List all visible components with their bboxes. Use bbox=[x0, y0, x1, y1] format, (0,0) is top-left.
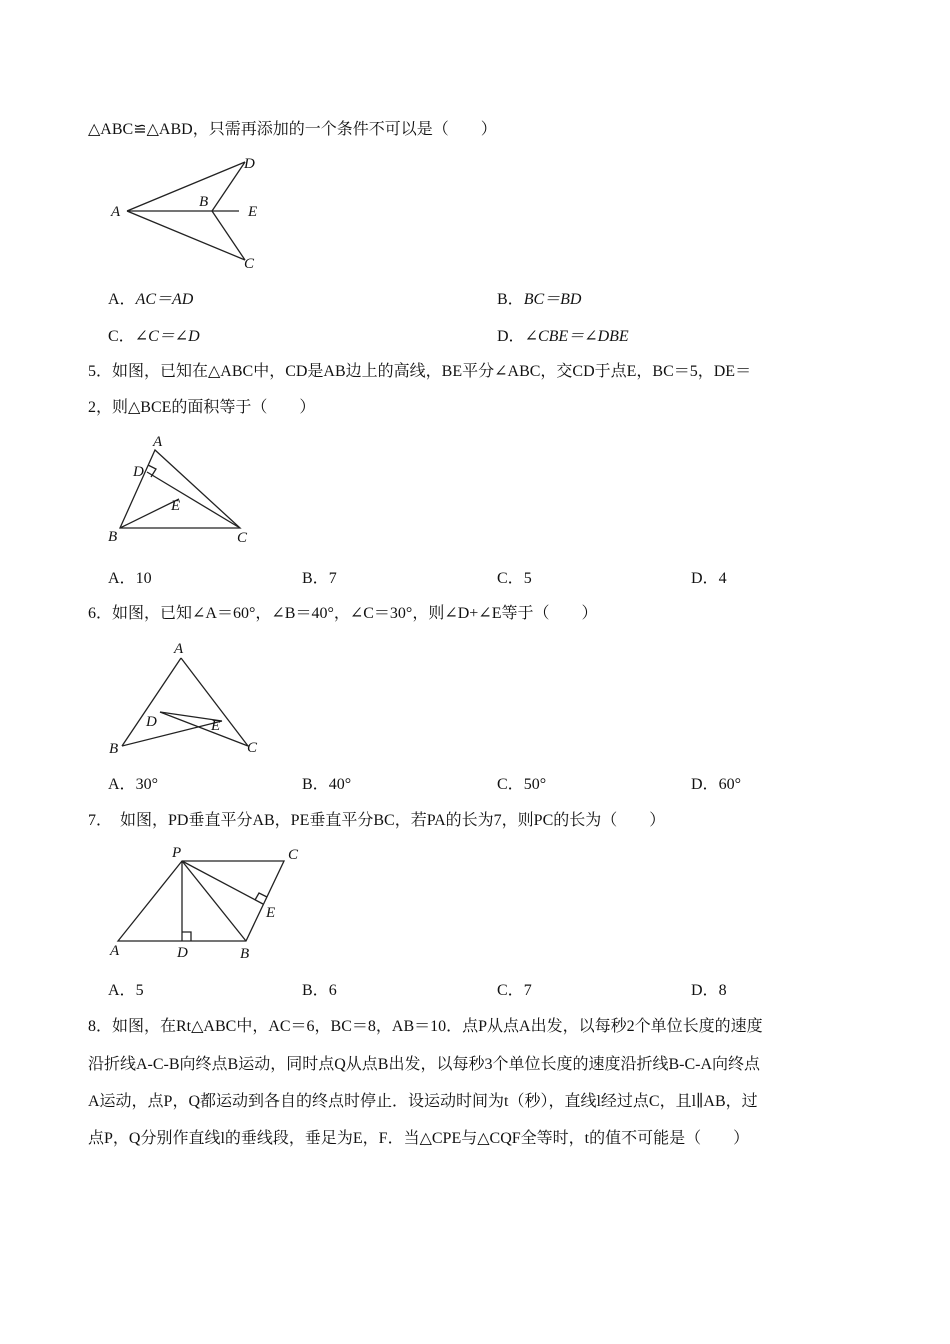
q5-label-B: B bbox=[108, 529, 118, 545]
q6-option-c[interactable]: C．50° bbox=[497, 776, 547, 793]
q6-label-E: E bbox=[211, 718, 221, 734]
q7-label-P: P bbox=[172, 845, 182, 861]
q7-option-a[interactable]: A．5 bbox=[108, 982, 144, 999]
q4-seg-AD bbox=[127, 162, 245, 211]
q7-right-angle-D bbox=[182, 932, 191, 941]
q4-option-c[interactable]: C．∠C＝∠D bbox=[108, 328, 200, 345]
q8-stem-line3: A运动，点P，Q都运动到各自的终点时停止．设运动时间为t（秒），直线l经过点C，且l∥AB，过 bbox=[88, 1093, 758, 1110]
q6-label-B: B bbox=[109, 741, 119, 757]
q7-option-d[interactable]: D．8 bbox=[691, 982, 727, 999]
q7-label-B: B bbox=[240, 946, 250, 962]
q5-seg-CD bbox=[147, 472, 240, 528]
q4-stem: △ABC≌△ABD，只需再添加的一个条件不可以是（ ） bbox=[88, 121, 497, 138]
q5-option-b[interactable]: B．7 bbox=[302, 570, 337, 587]
q5-triangle-ABC bbox=[120, 450, 240, 528]
q7-stem-line1: 7． 如图，PD垂直平分AB，PE垂直平分BC，若PA的长为7，则PC的长为（ ） bbox=[88, 812, 666, 829]
q7-label-D: D bbox=[177, 945, 188, 961]
q4-option-d[interactable]: D．∠CBE＝∠DBE bbox=[497, 328, 629, 345]
q6-label-A: A bbox=[174, 641, 184, 657]
q5-stem-line2: 2，则△BCE的面积等于（ ） bbox=[88, 399, 316, 416]
q5-label-D: D bbox=[133, 464, 144, 480]
q5-option-d[interactable]: D．4 bbox=[691, 570, 727, 587]
q5-label-E: E bbox=[171, 498, 181, 514]
q6-label-C: C bbox=[247, 740, 258, 756]
q5-label-A: A bbox=[153, 434, 163, 450]
q5-option-c[interactable]: C．5 bbox=[497, 570, 532, 587]
q6-figure bbox=[100, 638, 280, 763]
q7-label-E: E bbox=[266, 905, 276, 921]
q4-option-b[interactable]: B．BC＝BD bbox=[497, 291, 582, 308]
q7-option-c[interactable]: C．7 bbox=[497, 982, 532, 999]
q7-right-angle-E bbox=[255, 893, 267, 900]
q4-label-C: C bbox=[244, 256, 255, 272]
q7-seg-PB bbox=[182, 861, 246, 941]
q4-label-D: D bbox=[244, 156, 255, 172]
q7-seg-PE bbox=[182, 861, 263, 904]
q7-label-A: A bbox=[110, 943, 120, 959]
q5-label-C: C bbox=[237, 530, 248, 546]
q8-stem-line4: 点P，Q分别作直线l的垂线段，垂足为E，F．当△CPE与△CQF全等时，t的值不可能是（ ） bbox=[88, 1130, 750, 1147]
q7-quad-APCB bbox=[118, 861, 284, 941]
q6-option-a[interactable]: A．30° bbox=[108, 776, 158, 793]
q4-seg-AC bbox=[127, 211, 245, 260]
q4-label-B: B bbox=[199, 194, 209, 210]
q6-stem-line1: 6．如图，已知∠A＝60°，∠B＝40°，∠C＝30°，则∠D+∠E等于（ ） bbox=[88, 605, 598, 622]
q5-stem-line1: 5．如图，已知在△ABC中，CD是AB边上的高线，BE平分∠ABC，交CD于点E，BC＝5，DE＝ bbox=[88, 363, 752, 380]
q8-stem-line1: 8．如图，在Rt△ABC中，AC＝6，BC＝8，AB＝10．点P从点A出发，以每秒2个单位长度的速度 bbox=[88, 1018, 763, 1035]
q7-option-b[interactable]: B．6 bbox=[302, 982, 337, 999]
q6-label-D: D bbox=[146, 714, 157, 730]
q6-option-d[interactable]: D．60° bbox=[691, 776, 741, 793]
q5-right-angle-D bbox=[148, 465, 156, 477]
q4-figure bbox=[105, 150, 285, 280]
q7-label-C: C bbox=[288, 847, 299, 863]
q5-option-a[interactable]: A．10 bbox=[108, 570, 152, 587]
q4-label-A: A bbox=[111, 204, 121, 220]
q7-figure bbox=[100, 842, 330, 967]
q5-figure bbox=[100, 432, 280, 547]
q8-stem-line2: 沿折线A-C-B向终点B运动，同时点Q从点B出发，以每秒3个单位长度的速度沿折线B-C-A向终点 bbox=[88, 1056, 761, 1073]
q6-option-b[interactable]: B．40° bbox=[302, 776, 352, 793]
q4-option-a[interactable]: A．AC＝AD bbox=[108, 291, 194, 308]
q4-label-E: E bbox=[248, 204, 258, 220]
